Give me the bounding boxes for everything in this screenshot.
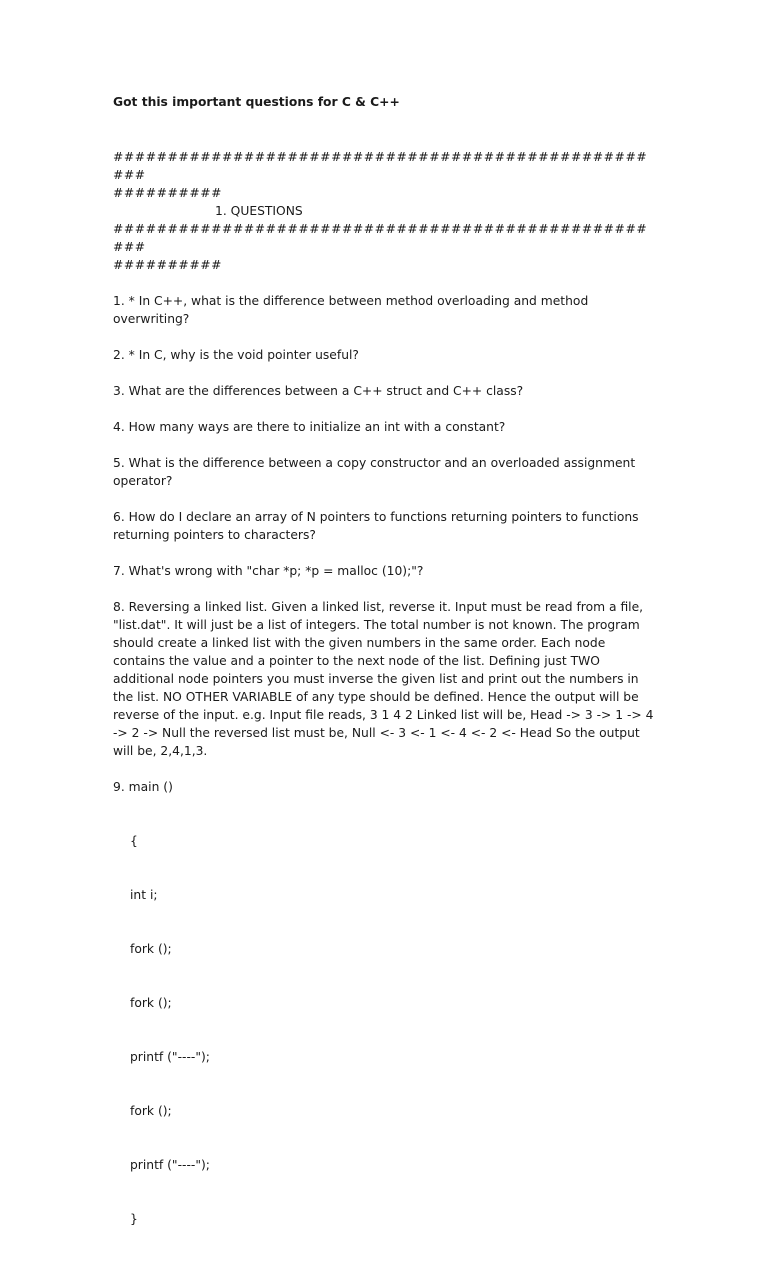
hash-divider-top [113,148,658,202]
code-line: printf ("----"); [130,1050,210,1064]
document-title: Got this important questions for C & C++ [113,95,400,109]
question-8: 8. Reversing a linked list. Given a linked list, reverse it. Input must be read from a file, "list.dat". It will just be a list of integers. The total number is not known. The program should create a linked list with the given numbers in the same order. Each node contains the value and a pointer to the next node of the list. Defining just TWO additional node pointers you must inverse the given list and print out the numbers in the list. NO OTHER VARIABLE of any type should be defined. Hence the output will be reverse of the input. e.g. Input file reads, 3 1 4 2 Linked list will be, Head -> 3 -> 1 -> 4 -> 2 -> Null the reversed list must be, Null <- 3 <- 1 <- 4 <- 2 <- Head So the output will be, 2,4,1,3. [113,600,654,758]
question-9 [113,778,658,1264]
code-block [113,796,658,1264]
code-line: int i; [130,888,158,902]
hash-line: #################################################### [113,150,648,182]
code-line: fork (); [130,1104,172,1118]
question-9-header: 9. main () [113,780,173,794]
code-line: printf ("----"); [130,1158,210,1172]
code-line: fork (); [130,996,172,1010]
question-5: 5. What is the difference between a copy constructor and an overloaded assignment operator? [113,456,636,488]
hash-line: #################################################### [113,222,648,254]
question-4: 4. How many ways are there to initialize an int with a constant? [113,420,506,434]
question-1: 1. * In C++, what is the difference between method overloading and method overwriting? [113,294,589,326]
code-line: } [130,1212,138,1226]
hash-line: ########## [113,258,223,272]
hash-divider-bottom [113,220,658,274]
section-heading: 1. QUESTIONS [215,204,303,218]
questions-list [113,292,658,1264]
question-2: 2. * In C, why is the void pointer useful? [113,348,359,362]
question-3: 3. What are the differences between a C++ struct and C++ class? [113,384,524,398]
hash-line: ########## [113,186,223,200]
code-line: { [130,834,138,848]
question-6: 6. How do I declare an array of N pointers to functions returning pointers to functions returning pointers to characters? [113,510,639,542]
question-7: 7. What's wrong with "char *p; *p = malloc (10);"? [113,564,424,578]
code-line: fork (); [130,942,172,956]
document-page [113,93,658,1264]
